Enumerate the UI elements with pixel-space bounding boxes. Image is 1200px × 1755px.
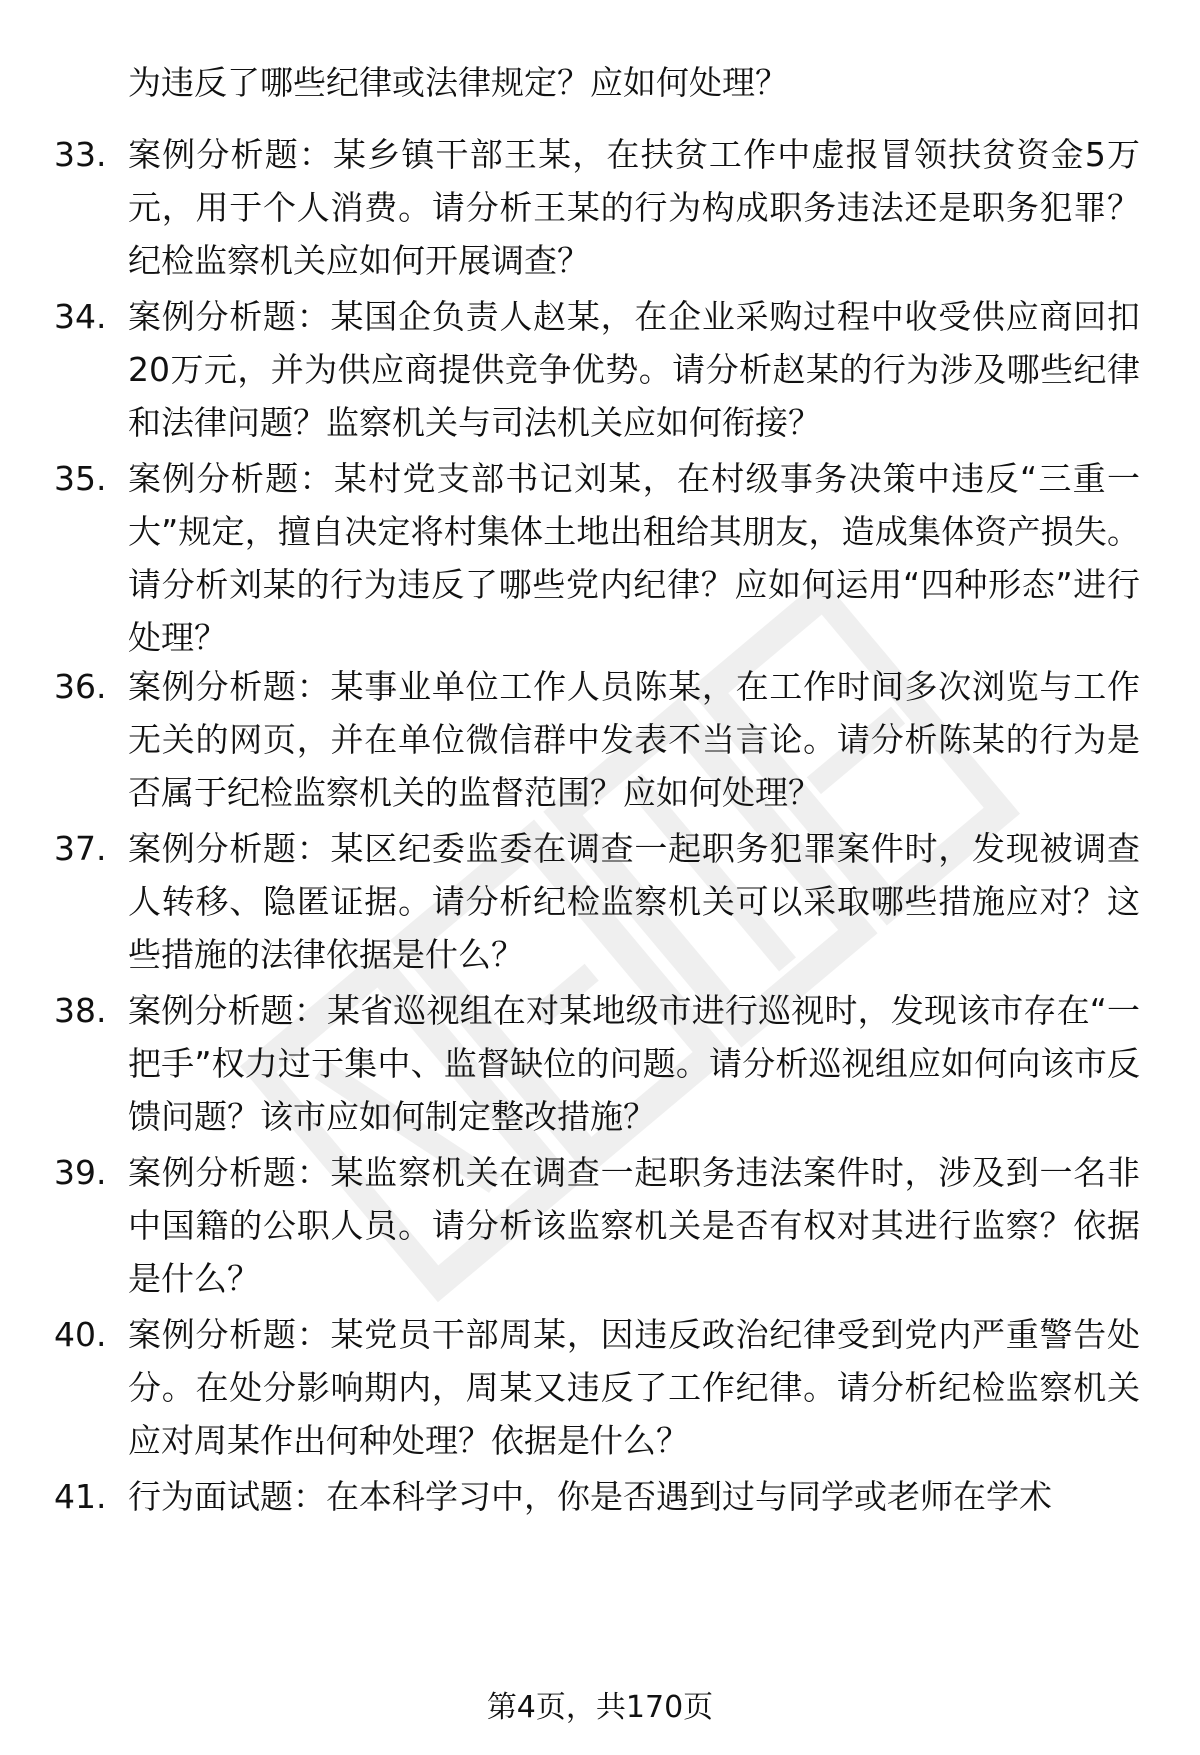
- question-number: 34.: [54, 297, 107, 336]
- question-number: 40.: [54, 1315, 107, 1354]
- question-number: 39.: [54, 1153, 107, 1192]
- question-number: 36.: [54, 667, 107, 706]
- question-number: 38.: [54, 991, 107, 1030]
- continuation-text: 为违反了哪些纪律或法律规定？应如何处理？: [128, 63, 788, 102]
- question-number: 37.: [54, 829, 107, 868]
- question-text: 行为面试题：在本科学习中，你是否遇到过与同学或老师在学术: [128, 1477, 1052, 1516]
- question-text: 案例分析题：某省巡视组在对某地级市进行巡视时，发现该市存在“一把手”权力过于集中、监督缺位的问题。请分析巡视组应如何向该市反馈问题？该市应如何制定整改措施？: [128, 991, 1140, 1136]
- question-number: 41.: [54, 1477, 107, 1516]
- question-text: 案例分析题：某国企负责人赵某，在企业采购过程中收受供应商回扣20万元，并为供应商提供竞争优势。请分析赵某的行为涉及哪些纪律和法律问题？监察机关与司法机关应如何衔接？: [128, 297, 1140, 442]
- question-text: 案例分析题：某村党支部书记刘某，在村级事务决策中违反“三重一大”规定，擅自决定将村集体土地出租给其朋友，造成集体资产损失。请分析刘某的行为违反了哪些党内纪律？应如何运用“四种形态”进行处理？: [128, 459, 1140, 657]
- question-text: 案例分析题：某监察机关在调查一起职务违法案件时，涉及到一名非中国籍的公职人员。请分析该监察机关是否有权对其进行监察？依据是什么？: [128, 1153, 1140, 1298]
- question-text: 案例分析题：某乡镇干部王某，在扶贫工作中虚报冒领扶贫资金5万元，用于个人消费。请分析王某的行为构成职务违法还是职务犯罪？纪检监察机关应如何开展调查？: [128, 135, 1140, 280]
- page-footer: 第4页，共170页: [486, 1690, 714, 1725]
- question-text: 案例分析题：某党员干部周某，因违反政治纪律受到党内严重警告处分。在处分影响期内，周某又违反了工作纪律。请分析纪检监察机关应对周某作出何种处理？依据是什么？: [128, 1315, 1140, 1460]
- question-number: 35.: [54, 459, 107, 498]
- question-number: 33.: [54, 135, 107, 174]
- question-text: 案例分析题：某事业单位工作人员陈某，在工作时间多次浏览与工作无关的网页，并在单位微信群中发表不当言论。请分析陈某的行为是否属于纪检监察机关的监督范围？应如何处理？: [128, 667, 1140, 812]
- question-text: 案例分析题：某区纪委监委在调查一起职务犯罪案件时，发现被调查人转移、隐匿证据。请分析纪检监察机关可以采取哪些措施应对？这些措施的法律依据是什么？: [128, 829, 1140, 974]
